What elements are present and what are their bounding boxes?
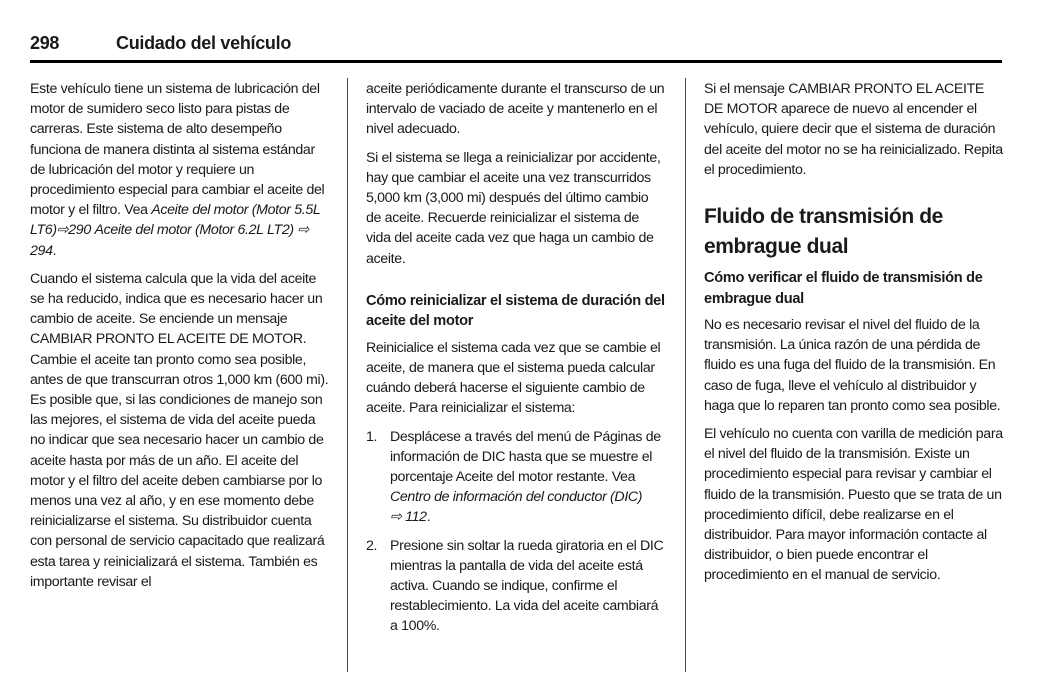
arrow-right-icon: ⇨ (390, 509, 402, 526)
paragraph: No es necesario revisar el nivel del fluido de la transmisión. La única razón de una pérdida de fluido es una fuga del fluido de la transmisión. En caso de fuga, lleve el vehículo al distribuidor y haga que lo reparen tan pronto como sea posible. (704, 317, 1001, 414)
section-title: Fluido de transmisión de embrague dual (704, 205, 943, 259)
column-1 (30, 79, 330, 600)
list-item: 2. Presione sin soltar la rueda giratoria en el DIC mientras la pantalla de vida del aceite está activa. Cuando se indique, confirme el restablecimiento. La vida del aceite cambiará a 100%. (366, 537, 664, 635)
paragraph: Cuando el sistema calcula que la vida del aceite se ha reducido, indica que es necesario hacer un cambio de aceite. Se enciende un mensaje CAMBIAR PRONTO EL ACEITE DE MOTOR. Cambie el aceite tan pronto como sea posible, antes de que transcurran otros 1,000 km (600 mi). Es posible que, si las condiciones de manejo son las mejores, el sistema de vida del aceite pueda no indicar que sea necesario hacer un cambio de aceite hasta por más de un año. El aceite del motor y el filtro del aceite deben cambiarse por lo menos una vez al año, y en ese momento debe reinicializarse el sistema. Su distribuidor cuenta con personal de servicio capacitado que realizará esta tarea y reinicializará el sistema. También es importante revisar el (30, 270, 329, 590)
section-title: Cuidado del vehículo (116, 33, 292, 53)
section-heading: Cómo reinicializar el sistema de duración del aceite del motor (366, 292, 665, 330)
arrow-right-icon: ⇨ (56, 222, 69, 239)
list-item: 1. Desplácese a través del menú de Páginas de información de DIC hasta que se muestre el porcentaje Aceite del motor restante. Vea Centro de información del conductor (DIC) ⇨ 112. (366, 428, 661, 526)
paragraph: aceite periódicamente durante el transcurso de un intervalo de vaciado de aceite y mantenerlo en el nivel adecuado. (366, 81, 665, 138)
arrow-right-icon: ⇨ (297, 222, 309, 239)
paragraph-text: Este vehículo tiene un sistema de lubricación del motor de sumidero seco listo para pistas de carreras. Este sistema de alto desempeño funciona de manera distinta al sistema estándar de lubricación del motor y requiere un procedimiento especial para cambiar el aceite del motor y el filtro. Vea (30, 81, 325, 219)
cross-reference-link[interactable]: Aceite del motor (Motor 6.2L LT2) ⇨ 294 (30, 222, 309, 259)
cross-reference-link[interactable]: Aceite del motor (Motor 5.5L LT6)⇨290 (30, 202, 321, 239)
paragraph: Si el mensaje CAMBIAR PRONTO EL ACEITE DE MOTOR aparece de nuevo al encender el vehículo, quiere decir que el sistema de duración del aceite del motor no se ha reinicializado. Repita el procedimiento. (704, 81, 1003, 178)
paragraph: El vehículo no cuenta con varilla de medición para el nivel del fluido de la transmisión. Existe un procedimiento especial para revisar y cambiar el fluido de la transmisión. Puesto que se trata de un procedimiento difícil, debe realizarse en el distribuidor. Para mayor información contacte al distribuidor, o bien puede encontrar el procedimiento en el manual de servicio. (704, 426, 1003, 584)
column-3 (704, 79, 1004, 594)
paragraph: Reinicialice el sistema cada vez que se cambie el aceite, de manera que el sistema pueda calcular cuándo deberá hacerse el siguiente cambio de aceite. Para reinicializar el sistema: (366, 339, 661, 417)
step-number: 2. (366, 537, 378, 554)
subsection-heading: Cómo verificar el fluido de transmisión de embrague dual (704, 270, 983, 307)
column-divider (685, 78, 686, 672)
steps-list (366, 427, 666, 637)
paragraph: Este vehículo tiene un sistema de lubricación del motor de sumidero seco listo para pistas de carreras. Este sistema de alto desempeño funciona de manera distinta al sistema estándar de lubricación del motor y requiere un procedimiento especial para cambiar el aceite del motor y el filtro. Vea Aceite del motor (Motor 5.5L LT6)⇨290 Aceite del motor (Motor 6.2L LT2) ⇨ 294. (30, 81, 325, 259)
page-number: 298 (30, 33, 60, 53)
paragraph: Si el sistema se llega a reinicializar por accidente, hay que cambiar el aceite una vez transcurridos 5,000 km (3,000 mi) después del último cambio de aceite. Recuerde reinicializar el sistema de vida del aceite cada vez que haga un cambio de aceite. (366, 149, 661, 267)
column-2 (366, 79, 666, 645)
cross-reference-link[interactable]: Centro de información del conductor (DIC) ⇨ 112 (390, 489, 643, 526)
page-header (30, 30, 1002, 63)
step-number: 1. (366, 428, 378, 445)
column-divider (347, 78, 348, 672)
